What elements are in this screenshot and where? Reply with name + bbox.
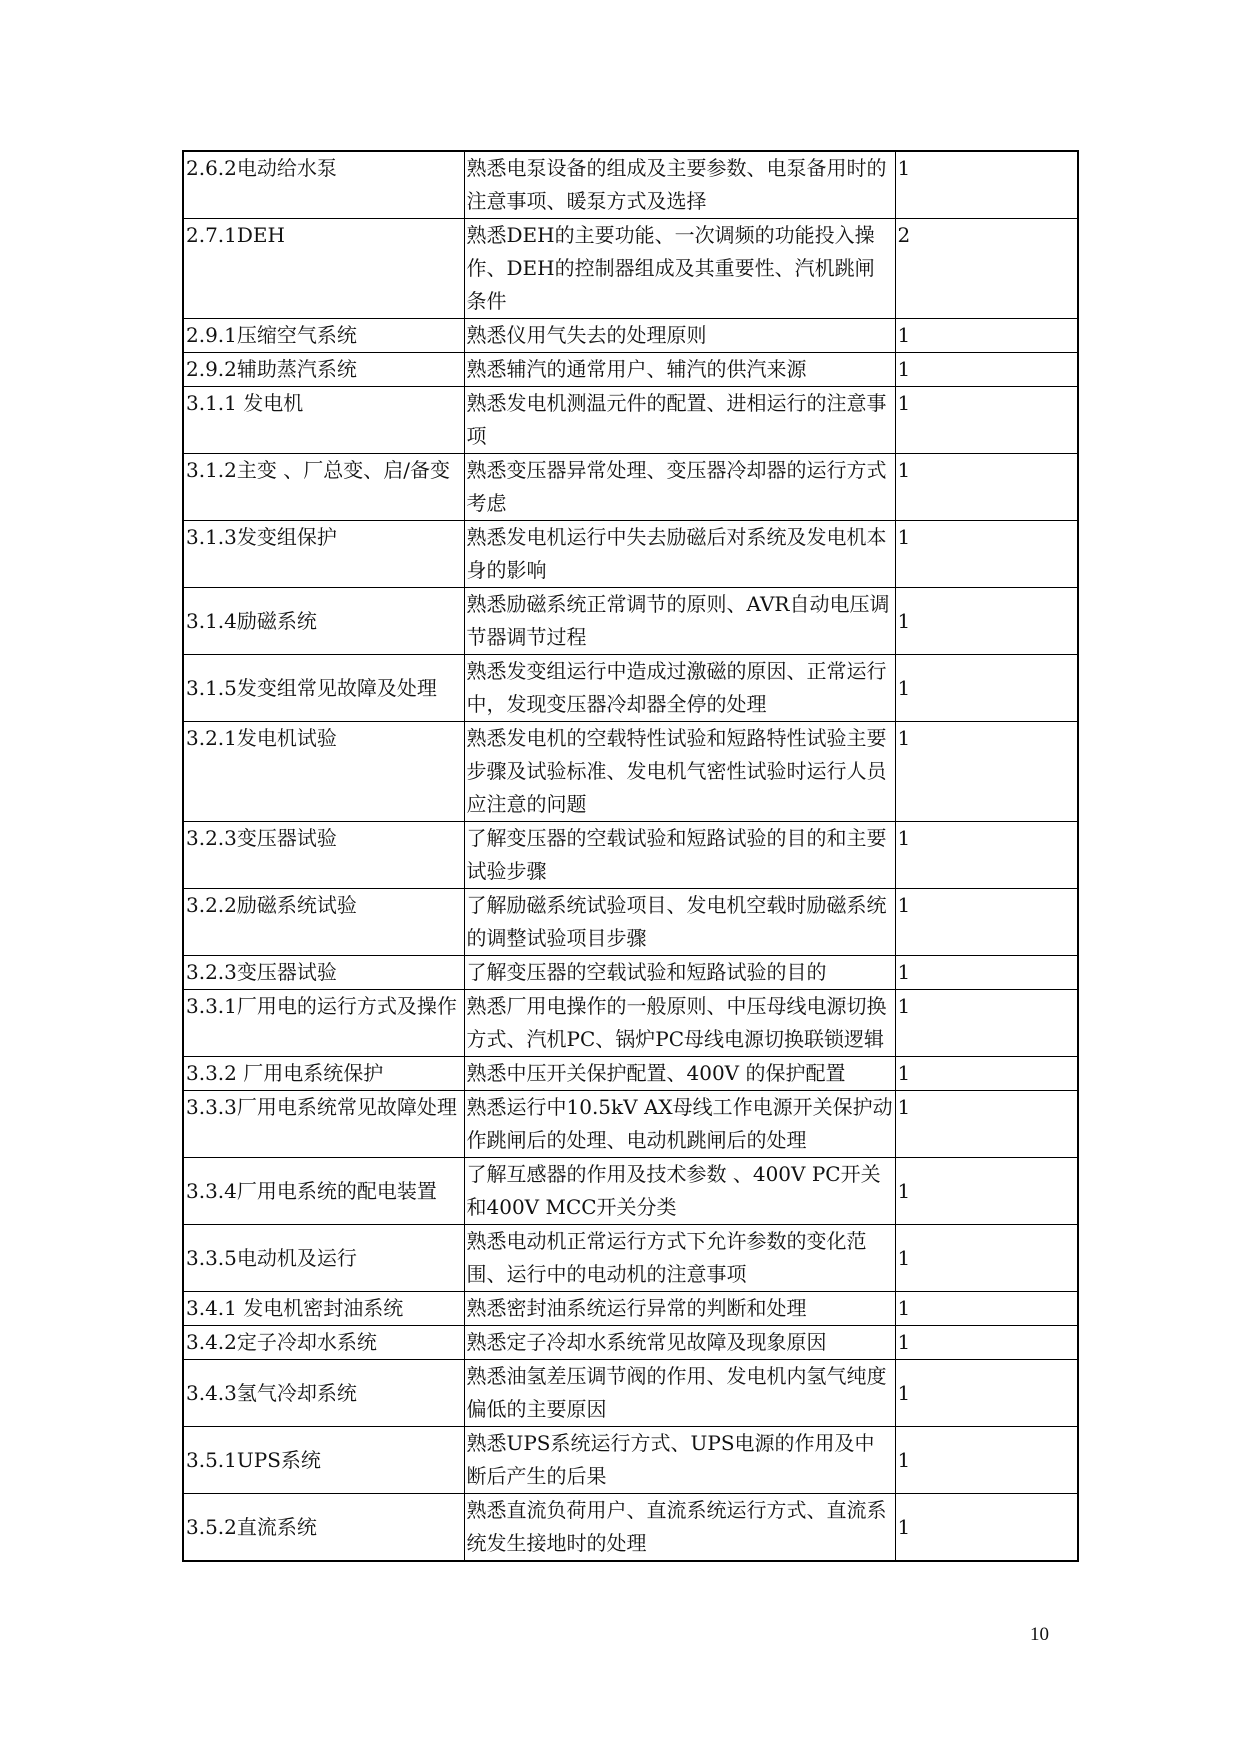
row-value-cell: 1 [895, 1360, 1078, 1427]
row-content-cell: 熟悉发变组运行中造成过激磁的原因、正常运行中，发现变压器冷却器全停的处理 [464, 655, 895, 722]
row-value-cell: 1 [895, 1326, 1078, 1360]
row-item-cell: 3.1.2主变 、厂总变、启/备变 [183, 454, 464, 521]
row-value-cell: 1 [895, 1292, 1078, 1326]
row-value-cell: 1 [895, 588, 1078, 655]
row-content-cell: 熟悉定子冷却水系统常见故障及现象原因 [464, 1326, 895, 1360]
row-content-cell: 熟悉DEH的主要功能、一次调频的功能投入操作、DEH的控制器组成及其重要性、汽机跳闸条件 [464, 219, 895, 319]
table-row [183, 387, 1078, 454]
row-value-cell: 1 [895, 1225, 1078, 1292]
row-item-cell: 2.9.1压缩空气系统 [183, 319, 464, 353]
row-item-cell: 3.1.1 发电机 [183, 387, 464, 454]
table-row [183, 990, 1078, 1057]
row-value-cell: 2 [895, 219, 1078, 319]
table-row [183, 1091, 1078, 1158]
table-row [183, 454, 1078, 521]
row-value-cell: 1 [895, 353, 1078, 387]
row-content-cell: 熟悉发电机的空载特性试验和短路特性试验主要步骤及试验标准、发电机气密性试验时运行人员应注意的问题 [464, 722, 895, 822]
row-value-cell: 1 [895, 1057, 1078, 1091]
row-value-cell: 1 [895, 822, 1078, 889]
row-value-cell: 1 [895, 387, 1078, 454]
row-item-cell: 3.1.3发变组保护 [183, 521, 464, 588]
row-value-cell: 1 [895, 454, 1078, 521]
row-item-cell: 3.5.2直流系统 [183, 1494, 464, 1562]
row-content-cell: 熟悉厂用电操作的一般原则、中压母线电源切换方式、汽机PC、锅炉PC母线电源切换联锁逻辑 [464, 990, 895, 1057]
row-item-cell: 2.9.2辅助蒸汽系统 [183, 353, 464, 387]
table-row [183, 219, 1078, 319]
row-value-cell: 1 [895, 1091, 1078, 1158]
row-value-cell: 1 [895, 521, 1078, 588]
row-content-cell: 熟悉电动机正常运行方式下允许参数的变化范围、运行中的电动机的注意事项 [464, 1225, 895, 1292]
row-item-cell: 3.4.1 发电机密封油系统 [183, 1292, 464, 1326]
syllabus-table [182, 150, 1079, 1562]
row-item-cell: 2.7.1DEH [183, 219, 464, 319]
row-content-cell: 熟悉中压开关保护配置、400V 的保护配置 [464, 1057, 895, 1091]
row-content-cell: 熟悉直流负荷用户、直流系统运行方式、直流系统发生接地时的处理 [464, 1494, 895, 1562]
table-row [183, 889, 1078, 956]
row-value-cell: 1 [895, 319, 1078, 353]
row-value-cell: 1 [895, 990, 1078, 1057]
page-number: 10 [1030, 1624, 1049, 1645]
row-item-cell: 3.3.1厂用电的运行方式及操作 [183, 990, 464, 1057]
row-item-cell: 2.6.2电动给水泵 [183, 151, 464, 219]
row-content-cell: 了解变压器的空载试验和短路试验的目的 [464, 956, 895, 990]
table-row [183, 1225, 1078, 1292]
row-content-cell: 熟悉电泵设备的组成及主要参数、电泵备用时的注意事项、暖泵方式及选择 [464, 151, 895, 219]
row-value-cell: 1 [895, 1494, 1078, 1562]
row-content-cell: 熟悉运行中10.5kV AX母线工作电源开关保护动作跳闸后的处理、电动机跳闸后的处理 [464, 1091, 895, 1158]
row-value-cell: 1 [895, 655, 1078, 722]
row-content-cell: 了解互感器的作用及技术参数 、400V PC开关和400V MCC开关分类 [464, 1158, 895, 1225]
row-value-cell: 1 [895, 956, 1078, 990]
row-value-cell: 1 [895, 889, 1078, 956]
row-item-cell: 3.3.5电动机及运行 [183, 1225, 464, 1292]
row-content-cell: 熟悉UPS系统运行方式、UPS电源的作用及中断后产生的后果 [464, 1427, 895, 1494]
table-row [183, 1360, 1078, 1427]
table-row [183, 655, 1078, 722]
row-content-cell: 熟悉密封油系统运行异常的判断和处理 [464, 1292, 895, 1326]
table-row [183, 1427, 1078, 1494]
row-content-cell: 了解励磁系统试验项目、发电机空载时励磁系统的调整试验项目步骤 [464, 889, 895, 956]
row-item-cell: 3.2.3变压器试验 [183, 822, 464, 889]
table-row [183, 722, 1078, 822]
row-content-cell: 熟悉发电机测温元件的配置、进相运行的注意事项 [464, 387, 895, 454]
row-item-cell: 3.2.3变压器试验 [183, 956, 464, 990]
row-value-cell: 1 [895, 1427, 1078, 1494]
row-item-cell: 3.2.1发电机试验 [183, 722, 464, 822]
row-item-cell: 3.3.2 厂用电系统保护 [183, 1057, 464, 1091]
row-item-cell: 3.1.5发变组常见故障及处理 [183, 655, 464, 722]
row-item-cell: 3.1.4励磁系统 [183, 588, 464, 655]
table-row [183, 588, 1078, 655]
row-value-cell: 1 [895, 722, 1078, 822]
table-row [183, 822, 1078, 889]
table-body [183, 151, 1078, 1561]
table-row [183, 1158, 1078, 1225]
row-value-cell: 1 [895, 151, 1078, 219]
table-row [183, 319, 1078, 353]
row-content-cell: 熟悉油氢差压调节阀的作用、发电机内氢气纯度偏低的主要原因 [464, 1360, 895, 1427]
table-row [183, 521, 1078, 588]
row-item-cell: 3.3.4厂用电系统的配电装置 [183, 1158, 464, 1225]
row-item-cell: 3.3.3厂用电系统常见故障处理 [183, 1091, 464, 1158]
row-content-cell: 熟悉励磁系统正常调节的原则、AVR自动电压调节器调节过程 [464, 588, 895, 655]
table-row [183, 151, 1078, 219]
table-row [183, 1057, 1078, 1091]
table-row [183, 1326, 1078, 1360]
table-row [183, 956, 1078, 990]
row-content-cell: 熟悉发电机运行中失去励磁后对系统及发电机本身的影响 [464, 521, 895, 588]
table-row [183, 353, 1078, 387]
row-item-cell: 3.2.2励磁系统试验 [183, 889, 464, 956]
table-row [183, 1494, 1078, 1562]
table-row [183, 1292, 1078, 1326]
row-content-cell: 熟悉变压器异常处理、变压器冷却器的运行方式考虑 [464, 454, 895, 521]
row-content-cell: 熟悉辅汽的通常用户、辅汽的供汽来源 [464, 353, 895, 387]
row-item-cell: 3.5.1UPS系统 [183, 1427, 464, 1494]
row-item-cell: 3.4.2定子冷却水系统 [183, 1326, 464, 1360]
row-content-cell: 了解变压器的空载试验和短路试验的目的和主要试验步骤 [464, 822, 895, 889]
row-content-cell: 熟悉仪用气失去的处理原则 [464, 319, 895, 353]
row-item-cell: 3.4.3氢气冷却系统 [183, 1360, 464, 1427]
row-value-cell: 1 [895, 1158, 1078, 1225]
